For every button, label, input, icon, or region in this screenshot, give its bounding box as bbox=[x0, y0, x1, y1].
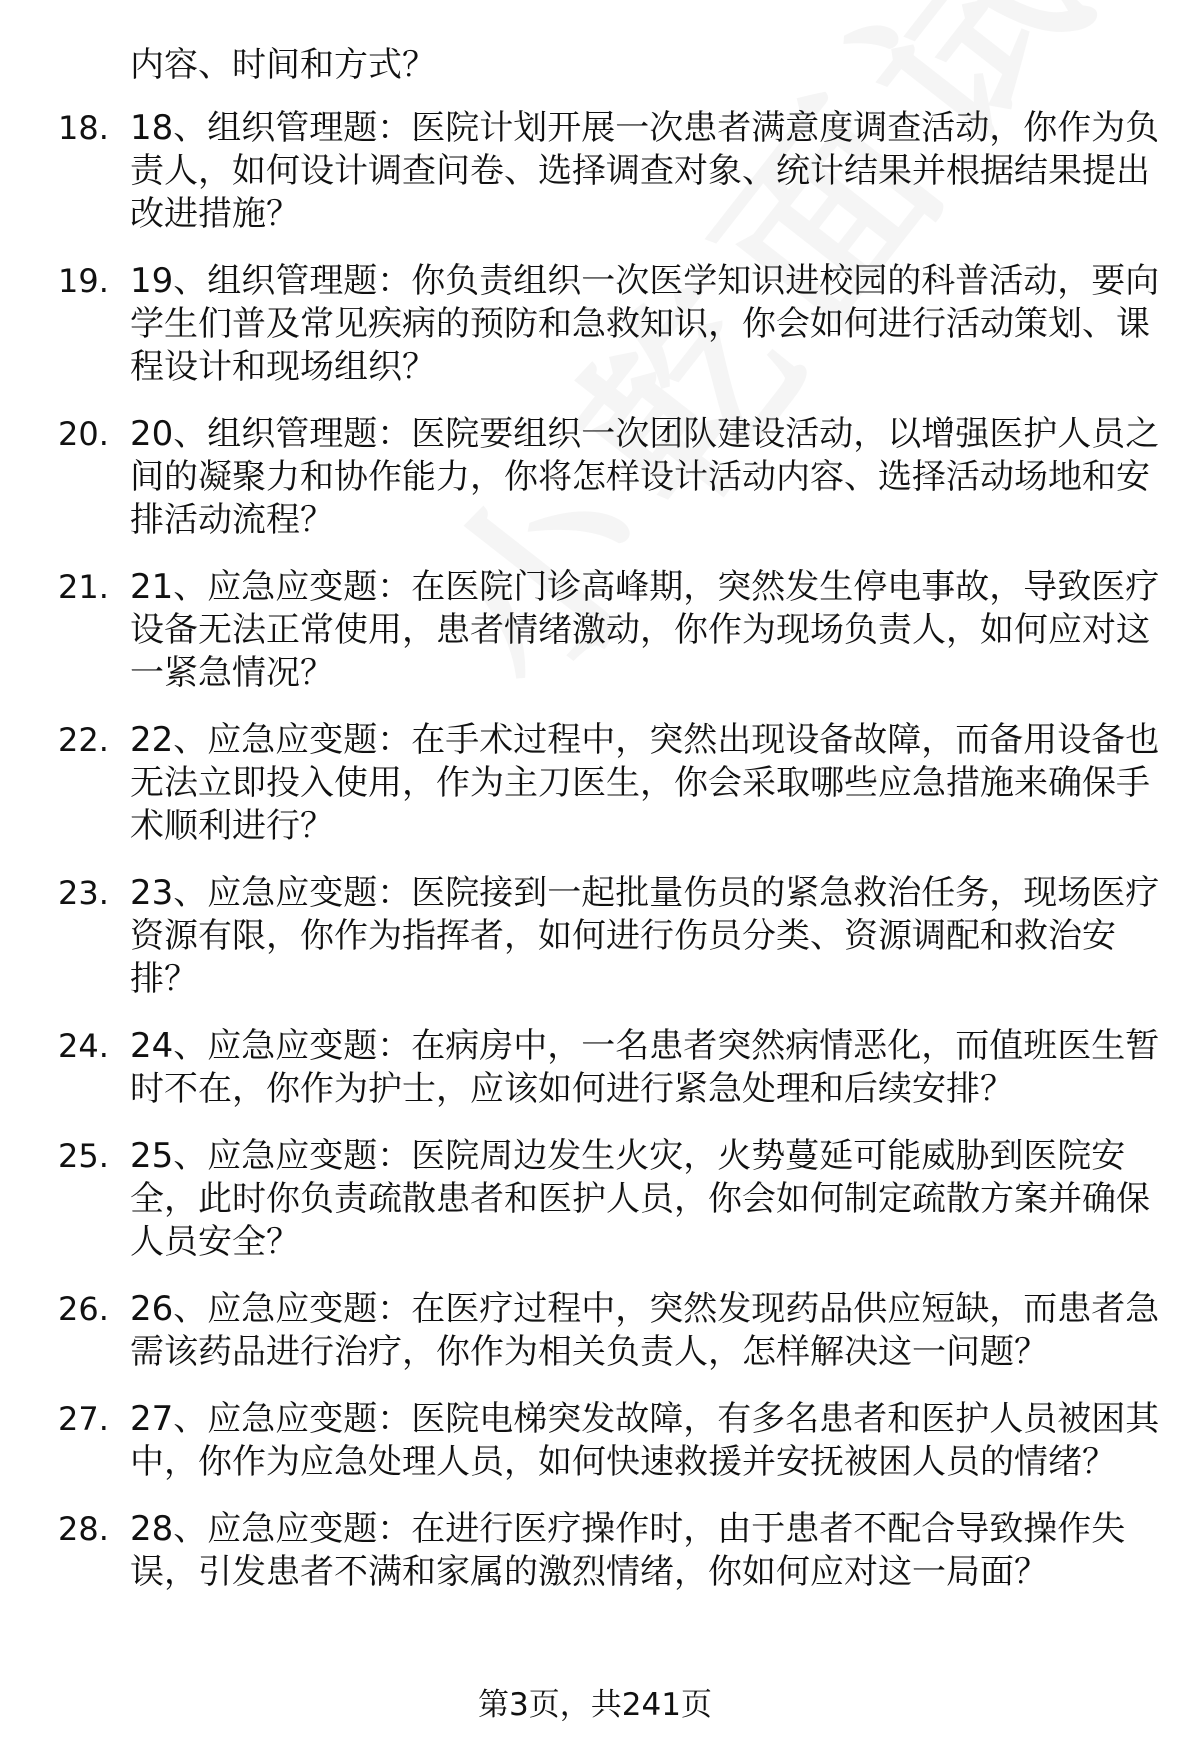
question-text: 28、应急应变题：在进行医疗操作时，由于患者不配合导致操作失误，引发患者不满和家属的激烈情绪，你如何应对这一局面？ bbox=[130, 1509, 1126, 1592]
page-footer: 第3页，共241页 bbox=[478, 1687, 712, 1723]
question-number: 28. bbox=[58, 1510, 109, 1548]
question-item bbox=[0, 260, 1190, 389]
question-text: 27、应急应变题：医院电梯突发故障，有多名患者和医护人员被困其中，你作为应急处理人员，如何快速救援并安抚被困人员的情绪？ bbox=[130, 1399, 1160, 1482]
question-text: 26、应急应变题：在医疗过程中，突然发现药品供应短缺，而患者急需该药品进行治疗，你作为相关负责人，怎样解决这一问题？ bbox=[130, 1289, 1160, 1372]
question-text: 25、应急应变题：医院周边发生火灾，火势蔓延可能威胁到医院安全，此时你负责疏散患者和医护人员，你会如何制定疏散方案并确保人员安全？ bbox=[130, 1136, 1150, 1262]
question-number: 24. bbox=[58, 1027, 109, 1065]
question-number: 25. bbox=[58, 1137, 109, 1175]
question-number: 27. bbox=[58, 1400, 109, 1438]
question-text: 18、组织管理题：医院计划开展一次患者满意度调查活动，你作为负责人，如何设计调查问卷、选择调查对象、统计结果并根据结果提出改进措施？ bbox=[130, 108, 1160, 234]
question-number: 23. bbox=[58, 874, 109, 912]
question-number: 26. bbox=[58, 1290, 109, 1328]
question-item bbox=[0, 107, 1190, 236]
question-text: 21、应急应变题：在医院门诊高峰期，突然发生停电事故，导致医疗设备无法正常使用，患者情绪激动，你作为现场负责人，如何应对这一紧急情况？ bbox=[130, 567, 1160, 693]
question-item bbox=[0, 1288, 1190, 1374]
question-item bbox=[0, 1398, 1190, 1484]
question-item bbox=[0, 566, 1190, 695]
question-number: 22. bbox=[58, 721, 109, 759]
question-item bbox=[0, 719, 1190, 848]
question-number: 20. bbox=[58, 415, 109, 453]
question-number: 18. bbox=[58, 109, 109, 147]
continuation-text: 内容、时间和方式？ bbox=[130, 45, 436, 85]
question-item bbox=[0, 1025, 1190, 1111]
question-text: 19、组织管理题：你负责组织一次医学知识进校园的科普活动，要向学生们普及常见疾病的预防和急救知识，你会如何进行活动策划、课程设计和现场组织？ bbox=[130, 261, 1160, 387]
question-text: 20、组织管理题：医院要组织一次团队建设活动，以增强医护人员之间的凝聚力和协作能力，你将怎样设计活动内容、选择活动场地和安排活动流程？ bbox=[130, 414, 1160, 540]
question-text: 22、应急应变题：在手术过程中，突然出现设备故障，而备用设备也无法立即投入使用，作为主刀医生，你会采取哪些应急措施来确保手术顺利进行？ bbox=[130, 720, 1160, 846]
question-text: 23、应急应变题：医院接到一起批量伤员的紧急救治任务，现场医疗资源有限，你作为指挥者，如何进行伤员分类、资源调配和救治安排？ bbox=[130, 873, 1160, 999]
question-number: 21. bbox=[58, 568, 109, 606]
question-list bbox=[0, 107, 1190, 1618]
question-item bbox=[0, 1508, 1190, 1594]
question-item bbox=[0, 1135, 1190, 1264]
question-item bbox=[0, 413, 1190, 542]
question-item bbox=[0, 872, 1190, 1001]
question-text: 24、应急应变题：在病房中，一名患者突然病情恶化，而值班医生暂时不在，你作为护士，应该如何进行紧急处理和后续安排？ bbox=[130, 1026, 1160, 1109]
question-number: 19. bbox=[58, 262, 109, 300]
